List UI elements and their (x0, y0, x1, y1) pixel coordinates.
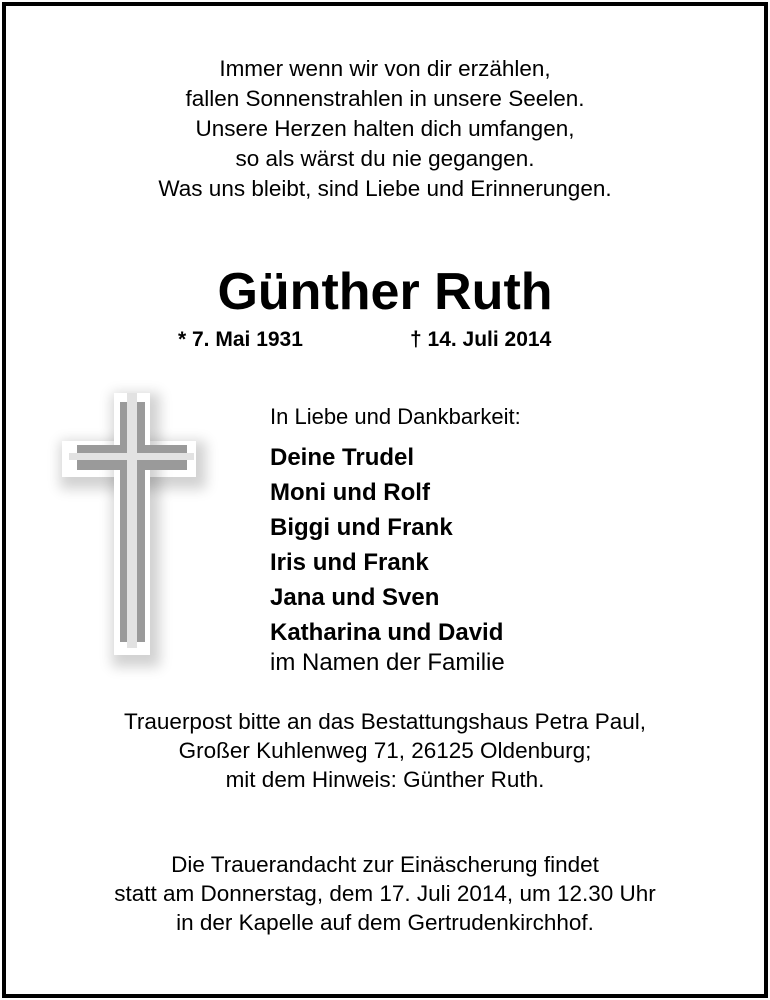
mourners-list (270, 440, 503, 650)
mourner: Jana und Sven (270, 584, 440, 611)
poem-line: so als wärst du nie gegangen. (235, 146, 535, 171)
poem-line: Immer wenn wir von dir erzählen, (219, 56, 551, 81)
service-info (0, 850, 770, 937)
deceased-name: Günther Ruth (217, 263, 553, 321)
address-line: Trauerpost bitte an das Bestattungshaus Petra Paul, (124, 709, 646, 734)
poem (0, 54, 770, 204)
address-line: mit dem Hinweis: Günther Ruth. (225, 767, 545, 792)
mourners-closing: im Namen der Familie (270, 649, 505, 676)
service-line: in der Kapelle auf dem Gertrudenkirchhof. (176, 910, 594, 935)
service-line: statt am Donnerstag, dem 17. Juli 2014, um 12.30 Uhr (114, 881, 656, 906)
birth-date: * 7. Mai 1931 (178, 328, 303, 351)
mourner: Moni und Rolf (270, 479, 430, 506)
mourner: Biggi und Frank (270, 514, 453, 541)
condolence-address (0, 707, 770, 794)
cross-icon (60, 385, 210, 660)
address-line: Großer Kuhlenweg 71, 26125 Oldenburg; (178, 738, 592, 763)
mourner: Deine Trudel (270, 444, 415, 471)
mourner: Katharina und David (270, 619, 504, 646)
poem-line: Was uns bleibt, sind Liebe und Erinnerungen. (158, 176, 612, 201)
mourners-intro: In Liebe und Dankbarkeit: (270, 404, 521, 429)
poem-line: Unsere Herzen halten dich umfangen, (195, 116, 575, 141)
poem-line: fallen Sonnenstrahlen in unsere Seelen. (185, 86, 585, 111)
mourner: Iris und Frank (270, 549, 429, 576)
death-date: † 14. Juli 2014 (410, 328, 552, 351)
service-line: Die Trauerandacht zur Einäscherung findet (171, 852, 599, 877)
